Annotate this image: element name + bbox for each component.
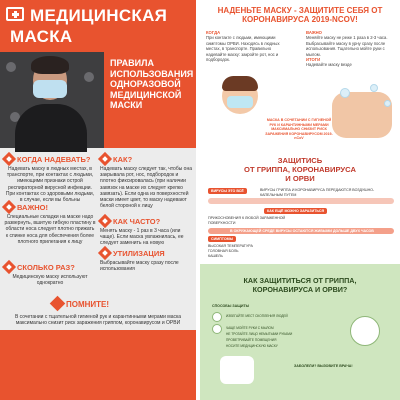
virus-icon — [6, 62, 16, 72]
info-line: В ОКРУЖАЮЩЕЙ СРЕДЕ ВИРУСЫ ОСТАЮТСЯ ЖИВЫМИ ДОЛЬШЕ ДВУХ ЧАСОВ — [230, 229, 374, 233]
poster-title: НАДЕНЬТЕ МАСКУ - ЗАЩИТИТЕ СЕБЯ ОТ КОРОНАВИРУСА 2019-NCOV! — [217, 6, 383, 24]
section-tag: КАК ЕЩЁ МОЖНО ЗАРАЗИТЬСЯ — [264, 208, 327, 214]
crowd-icon — [212, 312, 222, 322]
poster-title — [200, 276, 400, 294]
man-in-mask-photo — [0, 52, 104, 148]
rule-title: СКОЛЬКО РАЗ? — [17, 262, 75, 272]
child-mask — [227, 96, 253, 108]
medical-kit-icon — [6, 7, 24, 21]
protection-item: НОСИТЕ МЕДИЦИНСКУЮ МАСКУ — [226, 344, 278, 348]
rule-text: Надевать маску следует так, чтобы она закрывала рот, нос, подбородок и плотно фиксировалась (при наличии завязок на маске их следует крепко завязать). Если одна из поверхностей маски имеет цвет, то маску надевают белой стороной к лицу — [100, 166, 193, 210]
section-tag: ВИРУСЫ ЭТО ВСЁ — [208, 188, 247, 194]
column-text: Надевайте маску везде — [306, 62, 352, 68]
divider-bar — [208, 198, 394, 204]
protection-item: НЕ ТРОГАЙТЕ ЛИЦО НЕМЫТЫМИ РУКАМИ — [226, 332, 293, 336]
symptom-line: ВЫСОКАЯ ТЕМПЕРАТУРА — [208, 244, 253, 248]
diamond-bullet-icon — [2, 260, 16, 274]
soap-icon — [212, 324, 222, 334]
coronavirus-mask-poster — [200, 0, 400, 150]
rule-block-how — [100, 154, 192, 209]
rule-text: Выбрасывайте маску сразу после использования — [100, 260, 179, 273]
soap-bubble-icon — [340, 88, 350, 98]
column-text: Меняйте маску не реже 1 раза в 2-3 часа. Выбрасывайте маску в урну сразу после использования. Тщательно мойте руки с мылом. — [306, 35, 388, 57]
important-column — [306, 30, 396, 68]
diamond-bullet-icon — [98, 246, 112, 260]
remember-title: ПОМНИТЕ! — [66, 300, 110, 309]
poster-subtitle — [104, 52, 196, 148]
rule-title: КОГДА НАДЕВАТЬ? — [17, 154, 91, 164]
rule-title: УТИЛИЗАЦИЯ — [113, 248, 165, 258]
section-heading: ЗАБОЛЕЛИ? ВЫЗОВИТЕ ВРАЧА! — [294, 364, 353, 368]
subtitle-line: МЕДИЦИНСКОЙ — [110, 89, 182, 100]
protect-yourself-infographic — [200, 152, 400, 260]
protection-item: ИЗБЕГАЙТЕ МЕСТ СКОПЛЕНИЯ ЛЮДЕЙ — [226, 314, 288, 318]
subtitle-line: ИСПОЛЬЗОВАНИЯ — [110, 68, 194, 79]
rule-block-how-many — [4, 262, 96, 286]
poster-header — [0, 0, 196, 52]
title-line: КАК ЗАЩИТИТЬСЯ ОТ ГРИППА, — [243, 276, 357, 285]
washing-hands-illustration — [332, 92, 392, 138]
diamond-bullet-icon — [98, 214, 112, 228]
section-heading: СПОСОБЫ ЗАЩИТЫ — [212, 304, 250, 308]
title-line: ЗАЩИТИСЬ — [277, 156, 323, 165]
rule-title: ВАЖНО! — [17, 202, 48, 212]
rule-text: Специальные складки на маске надо развернуть, вшитую гибкую пластину в области носа следует плотно прижать к спинке носа для обеспечения более плотного прилегания к лицу — [4, 214, 96, 245]
diamond-bullet-icon — [98, 152, 112, 166]
remember-text: В сочетании с тщательной гигиеной рук и карантинными мерами маска максимально снизит риск заражения гриппом, коронавирусом и ОРВИ — [14, 314, 182, 327]
subtitle-line: МАСКИ — [110, 100, 143, 110]
column-heading: КОГДА — [206, 30, 221, 35]
column-heading: ВАЖНО — [306, 30, 322, 35]
rule-block-how-often — [100, 216, 192, 247]
column-text: При контакте с людьми, имеющими симптомы ОРВИ. Находясь в людных местах, в транспорте. Правильно надевайте маску: закройте рот, нос и подбородок. — [206, 35, 280, 63]
person-hair — [31, 56, 69, 74]
info-line: ПРИКОСНОВЕНИЯ К ЛЮБОЙ ЗАРАЖЕННОЙ ПОВЕРХНОСТИ — [208, 216, 286, 225]
rule-block-disposal — [100, 248, 192, 272]
virus-illustration-icon — [350, 316, 380, 346]
protection-item: ЧАЩЕ МОЙТЕ РУКИ С МЫЛОМ — [226, 326, 274, 330]
diamond-bullet-icon — [50, 296, 66, 312]
child-hair — [222, 76, 258, 91]
rule-block-when — [4, 154, 96, 203]
title-line: И ОРВИ — [285, 174, 315, 183]
symptom-line: ГОЛОВНАЯ БОЛЬ — [208, 249, 239, 253]
how-to-protect-poster — [200, 264, 400, 400]
symptom-line: КАШЕЛЬ — [208, 254, 223, 258]
rule-text: Менять маску - 1 раз в 3 часа (или чаще). Если маска увлажнилась, ее следует заменить на новую — [100, 228, 184, 247]
title-line: КОРОНАВИРУСА И ОРВИ? — [252, 285, 348, 294]
sick-person-in-bed-illustration — [220, 356, 254, 384]
title-line: ОТ ГРИППА, КОРОНАВИРУСА — [244, 165, 356, 174]
protection-item: ПРОВЕТРИВАЙТЕ ПОМЕЩЕНИЯ — [226, 338, 277, 342]
soap-bubble-icon — [370, 84, 378, 92]
diamond-bullet-icon — [2, 152, 16, 166]
when-column — [206, 30, 292, 62]
center-note: МАСКА В СОЧЕТАНИИ С ГИГИЕНОЙ РУК И КАРАНТИННЫМИ МЕРАМИ МАКСИМАЛЬНО СНИЗИТ РИСК ЗАРАЖЕНИЯ КОРОНАВИРУСОМ 2019-nCoV — [265, 118, 333, 141]
infographic-title — [200, 156, 400, 183]
column-heading: ИТОГИ — [306, 57, 321, 63]
rule-block-important — [4, 202, 96, 245]
face-mask — [33, 80, 67, 98]
poster-title-line2: МАСКА — [10, 27, 73, 46]
poster-title-line1: МЕДИЦИНСКАЯ — [30, 6, 168, 25]
person-body — [15, 104, 87, 152]
section-tag: СИМПТОМЫ — [208, 236, 236, 242]
diamond-bullet-icon — [2, 200, 16, 214]
virus-icon — [84, 72, 94, 82]
info-line: ВИРУСЫ ГРИППА И КОРОНАВИРУСА ПЕРЕДАЮТСЯ ВОЗДУШНО-КАПЕЛЬНЫМ ПУТЕМ — [260, 188, 375, 197]
subtitle-line: ПРАВИЛА — [110, 58, 154, 68]
poster-footer-band — [0, 330, 196, 400]
rule-title: КАК? — [113, 154, 133, 164]
soap-bubble-icon — [384, 100, 391, 107]
subtitle-line: ОДНОРАЗОВОЙ — [110, 79, 181, 89]
rule-text: Надевать маску в людных местах, в транспорте, при контактах с людьми, имеющими признаки острой респираторной вирусной инфекции. При контактах со здоровыми людьми, в случае, если вы больны — [5, 166, 95, 204]
mask-rules-poster — [0, 0, 196, 400]
rule-text: Медицинскую маску используют однократно — [12, 274, 88, 287]
rule-title: КАК ЧАСТО? — [113, 216, 161, 226]
